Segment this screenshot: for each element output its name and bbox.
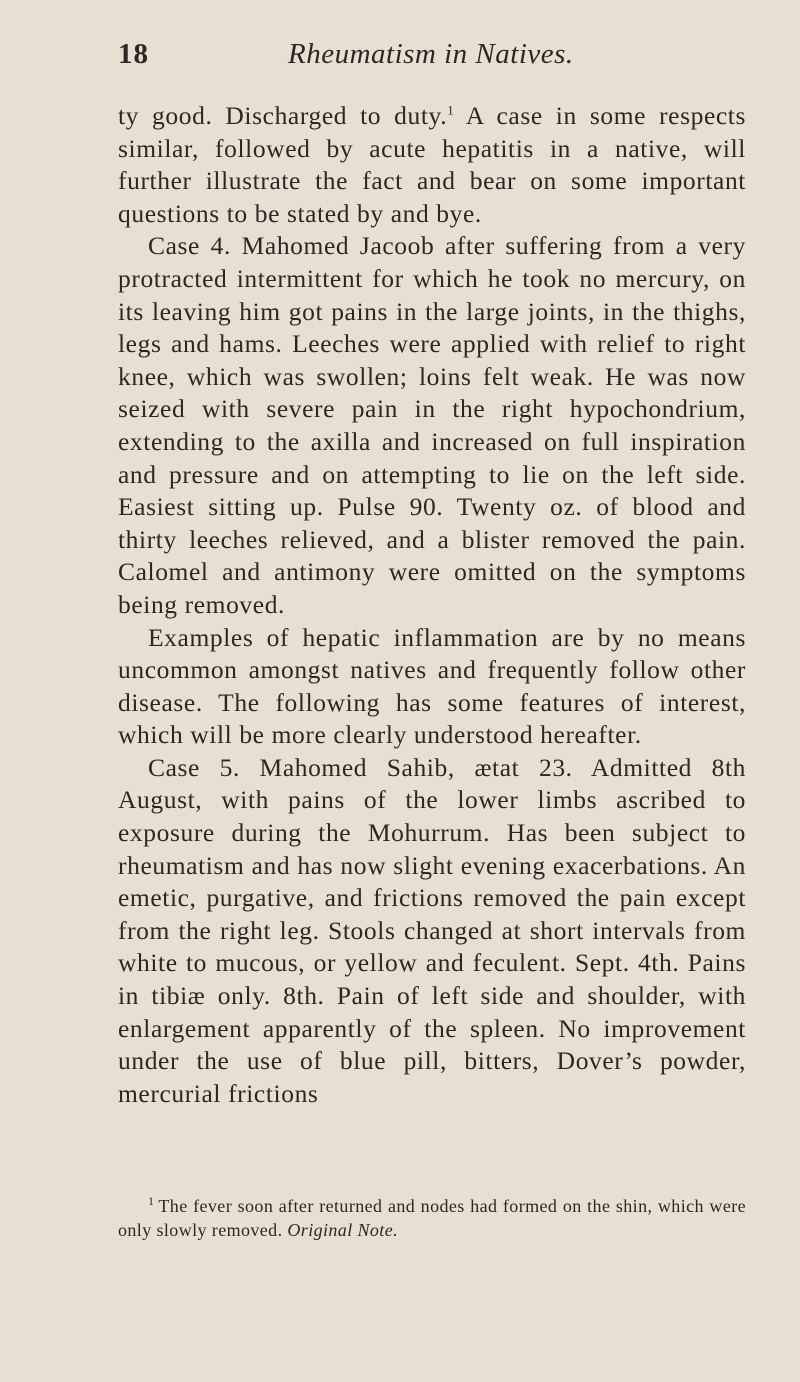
footnote-marker: 1 bbox=[148, 1194, 155, 1208]
page-header bbox=[118, 38, 738, 78]
paragraph-continuation bbox=[118, 100, 746, 230]
footnote-text: The fever soon after returned and nodes had formed on the shin, which were only slowly removed. bbox=[118, 1196, 746, 1240]
page-number: 18 bbox=[118, 38, 149, 70]
paragraph-case-4: Case 4. Mahomed Jacoob after suffering from a very protracted intermittent for which he took no mercury, on its leaving him got pains in the large joints, in the thighs, legs and hams. Leeches were applied with relief to right knee, which was swollen; loins felt weak. He was now seized with severe pain in the right hypochondrium, extending to the axilla and increased on full inspiration and pressure and on attempting to lie on the left side. Easiest sitting up. Pulse 90. Twenty oz. of blood and thirty leeches relieved, and a blister removed the pain. Calomel and antimony were omitted on the symptoms being removed. bbox=[118, 231, 746, 619]
footnote-source: Original Note. bbox=[287, 1220, 398, 1240]
body-text bbox=[118, 100, 746, 1110]
running-title: Rheumatism in Natives. bbox=[288, 38, 574, 70]
paragraph-hepatic-inflammation: Examples of hepatic inflammation are by no means uncommon amongst natives and frequently follow other disease. The following has some features of interest, which will be more clearly understood hereafter. bbox=[118, 622, 746, 750]
footnote-reference[interactable]: 1 bbox=[447, 102, 455, 118]
paragraph-text: ty good. Discharged to duty. bbox=[118, 101, 448, 130]
paragraph-case-5: Case 5. Mahomed Sahib, ætat 23. Admitted 8th August, with pains of the lower limbs ascribed to exposure during the Mohurrum. Has been subject to rheumatism and has now slight evening exacerbations. An emetic, purgative, and frictions removed the pain except from the right leg. Stools changed at short intervals from white to mucous, or yellow and feculent. Sept. 4th. Pains in tibiæ only. 8th. Pain of left side and shoulder, with enlargement apparently of the spleen. No improvement under the use of blue pill, bitters, Dover’s powder, mercurial frictions bbox=[118, 752, 746, 1108]
footnote bbox=[118, 1194, 746, 1242]
paragraph-text: A case in some respects similar, followed by acute hepatitis in a native, will further illustrate the fact and bear on some important questions to be stated by and bye. bbox=[118, 101, 746, 228]
